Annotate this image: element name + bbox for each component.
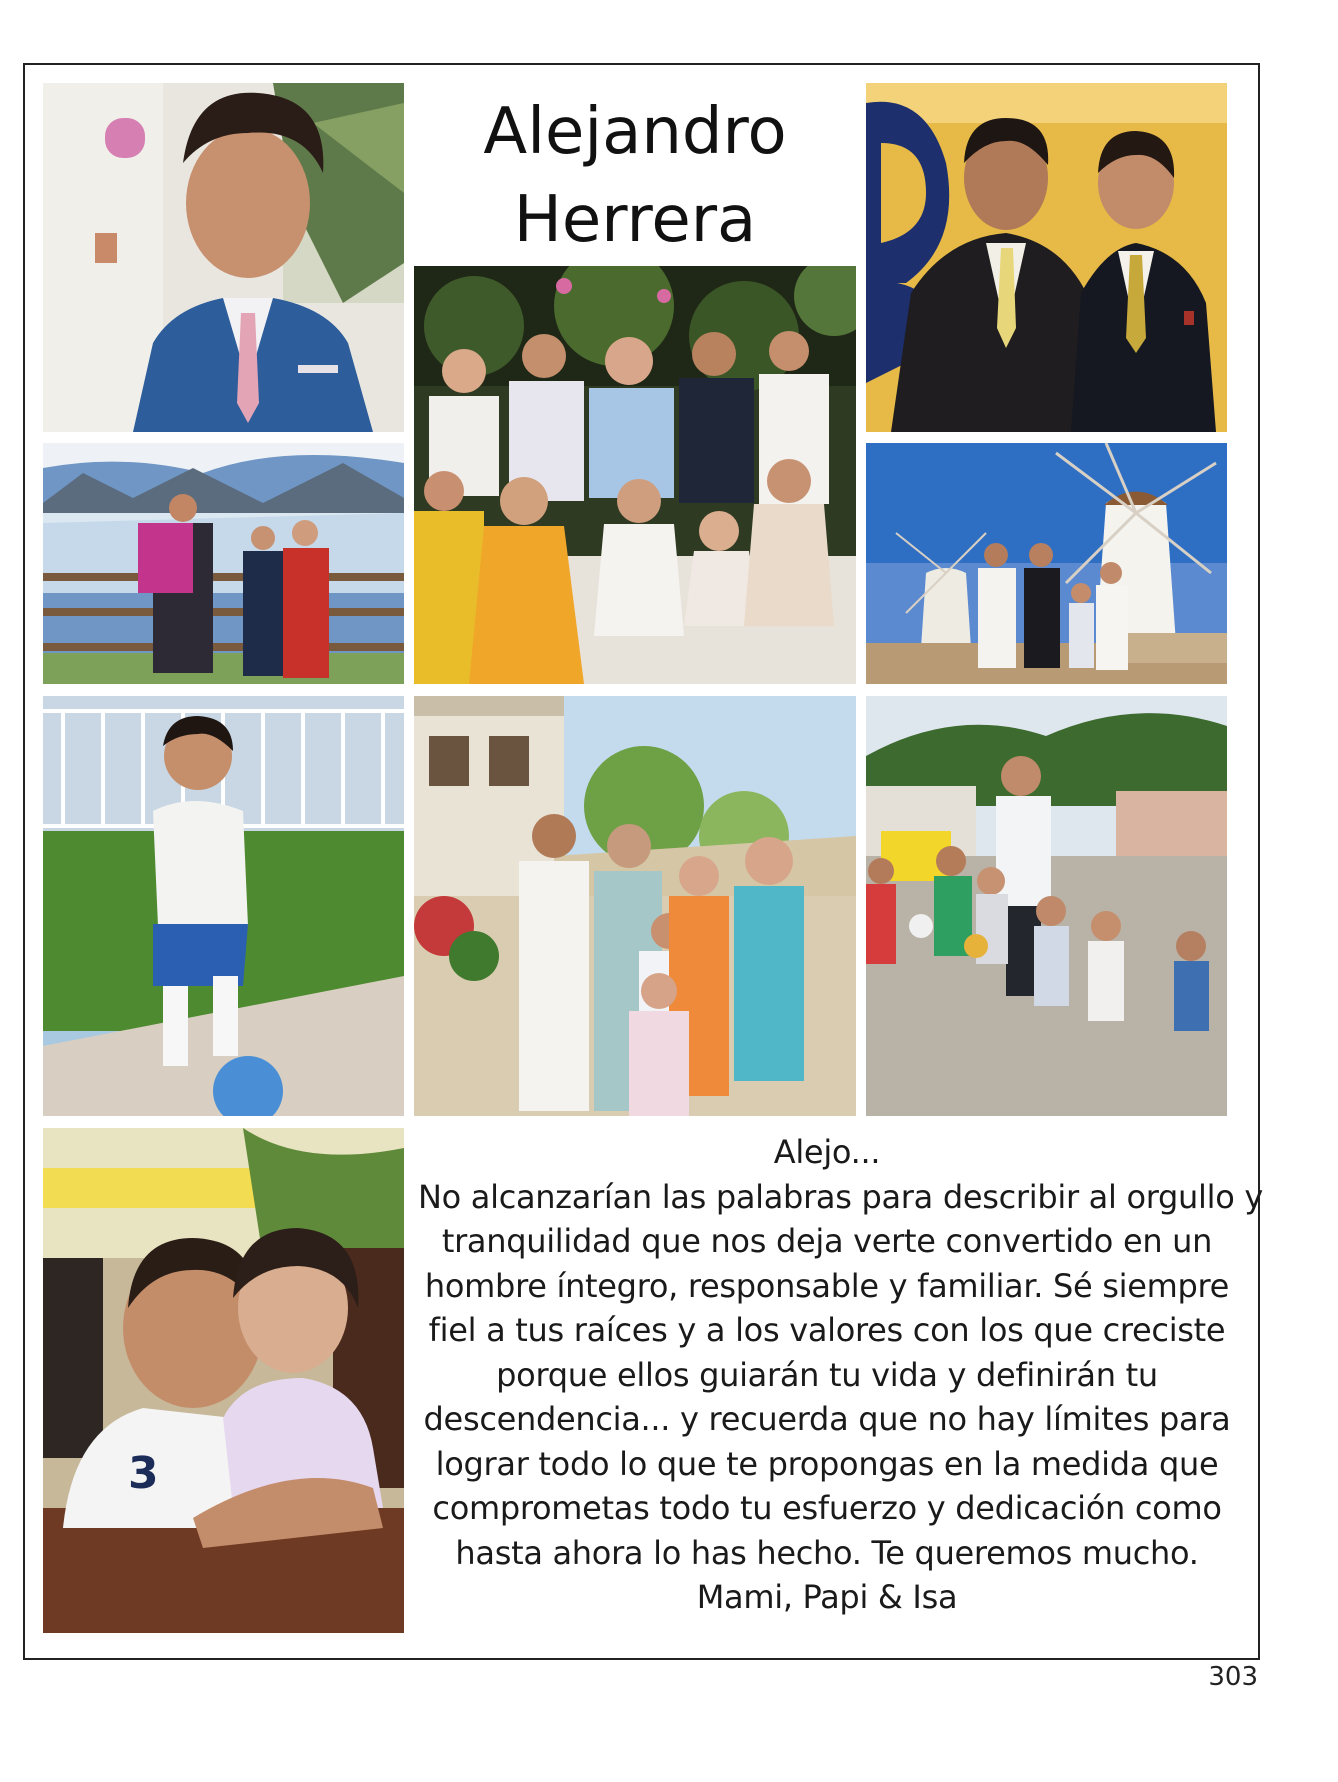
message-line: lograr todo lo que te propongas en la medida que [435, 1444, 1219, 1483]
portrait-photo [43, 83, 404, 432]
family-group-photo [414, 266, 856, 684]
boy-soccer-photo [43, 696, 404, 1116]
svg-text:3: 3 [128, 1448, 159, 1499]
windmill-photo [866, 443, 1227, 684]
message-line: Alejo... [773, 1133, 881, 1171]
message-line: tranquilidad que nos deja verte convertido en un [441, 1222, 1213, 1260]
dedication-message [418, 1130, 1263, 1620]
message-line: comprometas todo tu esfuerzo y dedicación como [432, 1489, 1222, 1527]
father-son-photo [866, 83, 1227, 432]
title-line-first: Alejandro [483, 95, 787, 169]
message-line: hombre íntegro, responsable y familiar. Sé siempre [424, 1266, 1230, 1305]
page-number: 303 [1208, 1662, 1258, 1692]
message-line: hasta ahora lo has hecho. Te queremos mucho. [455, 1533, 1199, 1572]
children-hug-photo [43, 1128, 404, 1633]
message-line: descendencia... y recuerda que no hay límites para [423, 1400, 1231, 1438]
kids-street-photo [866, 696, 1227, 1116]
family-outdoor-photo [414, 696, 856, 1116]
message-line: porque ellos guiarán tu vida y definirán tu [496, 1355, 1158, 1394]
message-line: No alcanzarían las palabras para describir al orgullo y [418, 1177, 1263, 1216]
message-line: fiel a tus raíces y a los valores con los que creciste [428, 1311, 1226, 1349]
glacier-photo [43, 443, 404, 684]
page-title [420, 88, 850, 264]
title-line-last: Herrera [513, 183, 757, 257]
message-signature: Mami, Papi & Isa [696, 1578, 958, 1616]
